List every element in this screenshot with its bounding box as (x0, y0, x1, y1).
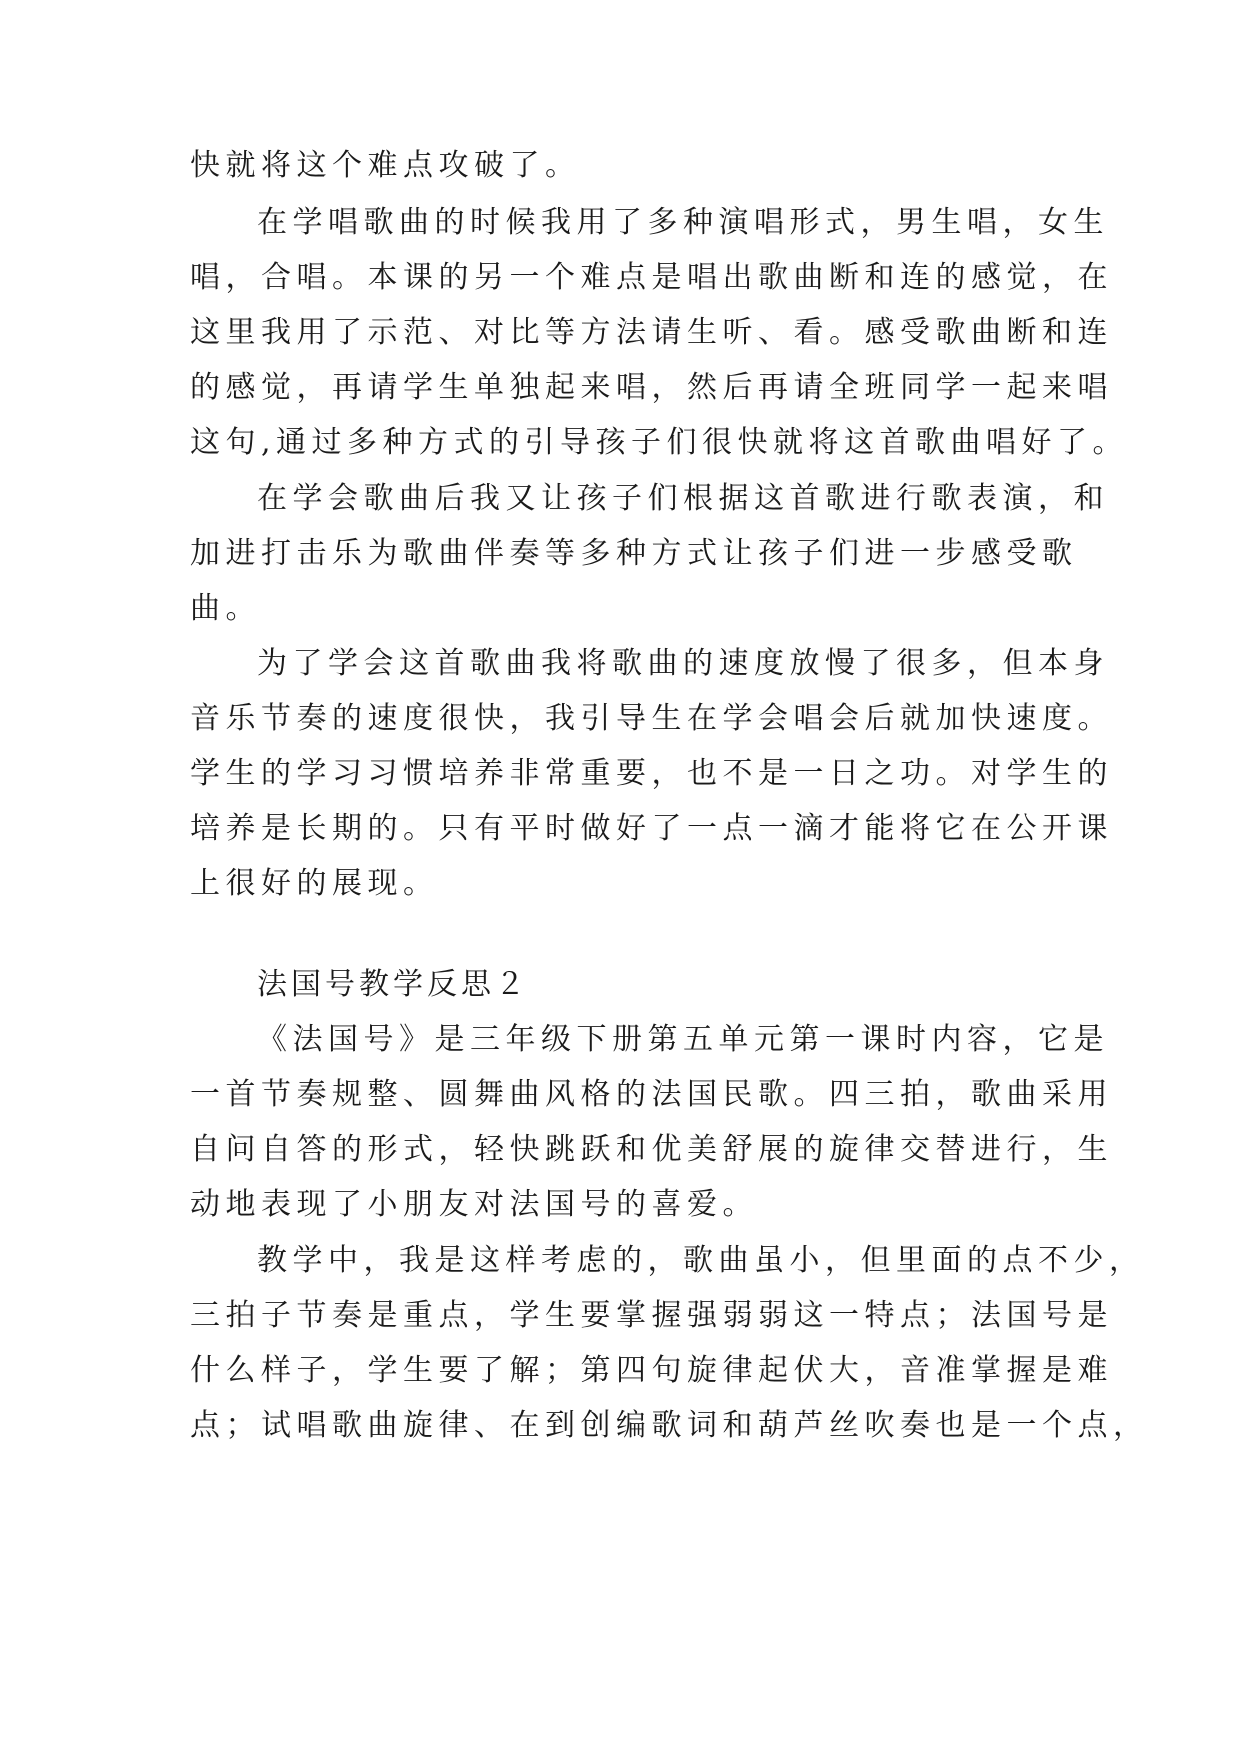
paragraph-line: 曲。 (190, 591, 261, 626)
paragraph-line: 上很好的展现。 (190, 866, 439, 901)
paragraph-line: 三拍子节奏是重点，学生要掌握强弱弱这一特点；法国号是 (190, 1298, 1113, 1333)
paragraph-line: 培养是长期的。只有平时做好了一点一滴才能将它在公开课 (190, 811, 1113, 846)
paragraph-line: 动地表现了小朋友对法国号的喜爱。 (190, 1187, 758, 1222)
paragraph-line: 在学唱歌曲的时候我用了多种演唱形式，男生唱，女生 (257, 205, 1109, 240)
paragraph-line: 什么样子，学生要了解；第四句旋律起伏大，音准掌握是难 (190, 1353, 1113, 1388)
paragraph-line: 为了学会这首歌曲我将歌曲的速度放慢了很多，但本身 (257, 646, 1109, 681)
paragraph-line: 一首节奏规整、圆舞曲风格的法国民歌。四三拍，歌曲采用 (190, 1077, 1113, 1112)
paragraph-line: 《法国号》是三年级下册第五单元第一课时内容，它是 (257, 1022, 1109, 1057)
paragraph-line: 这句,通过多种方式的引导孩子们很快就将这首歌曲唱好了。 (190, 425, 1129, 460)
paragraph-line: 教学中，我是这样考虑的，歌曲虽小，但里面的点不少， (257, 1243, 1145, 1278)
section-heading: 法国号教学反思２ (257, 967, 529, 1002)
paragraph-line: 学生的学习习惯培养非常重要，也不是一日之功。对学生的 (190, 756, 1113, 791)
paragraph-line: 点；试唱歌曲旋律、在到创编歌词和葫芦丝吹奏也是一个点， (190, 1408, 1149, 1443)
paragraph-line: 这里我用了示范、对比等方法请生听、看。感受歌曲断和连 (190, 315, 1113, 350)
paragraph-line: 音乐节奏的速度很快，我引导生在学会唱会后就加快速度。 (190, 701, 1113, 736)
paragraph-line: 快就将这个难点攻破了。 (190, 148, 581, 183)
paragraph-line: 加进打击乐为歌曲伴奏等多种方式让孩子们进一步感受歌 (190, 536, 1078, 571)
paragraph-line: 在学会歌曲后我又让孩子们根据这首歌进行歌表演，和 (257, 481, 1109, 516)
paragraph-line: 唱，合唱。本课的另一个难点是唱出歌曲断和连的感觉，在 (190, 260, 1113, 295)
paragraph-line: 的感觉，再请学生单独起来唱，然后再请全班同学一起来唱 (190, 370, 1113, 405)
paragraph-line: 自问自答的形式，轻快跳跃和优美舒展的旋律交替进行，生 (190, 1132, 1113, 1167)
